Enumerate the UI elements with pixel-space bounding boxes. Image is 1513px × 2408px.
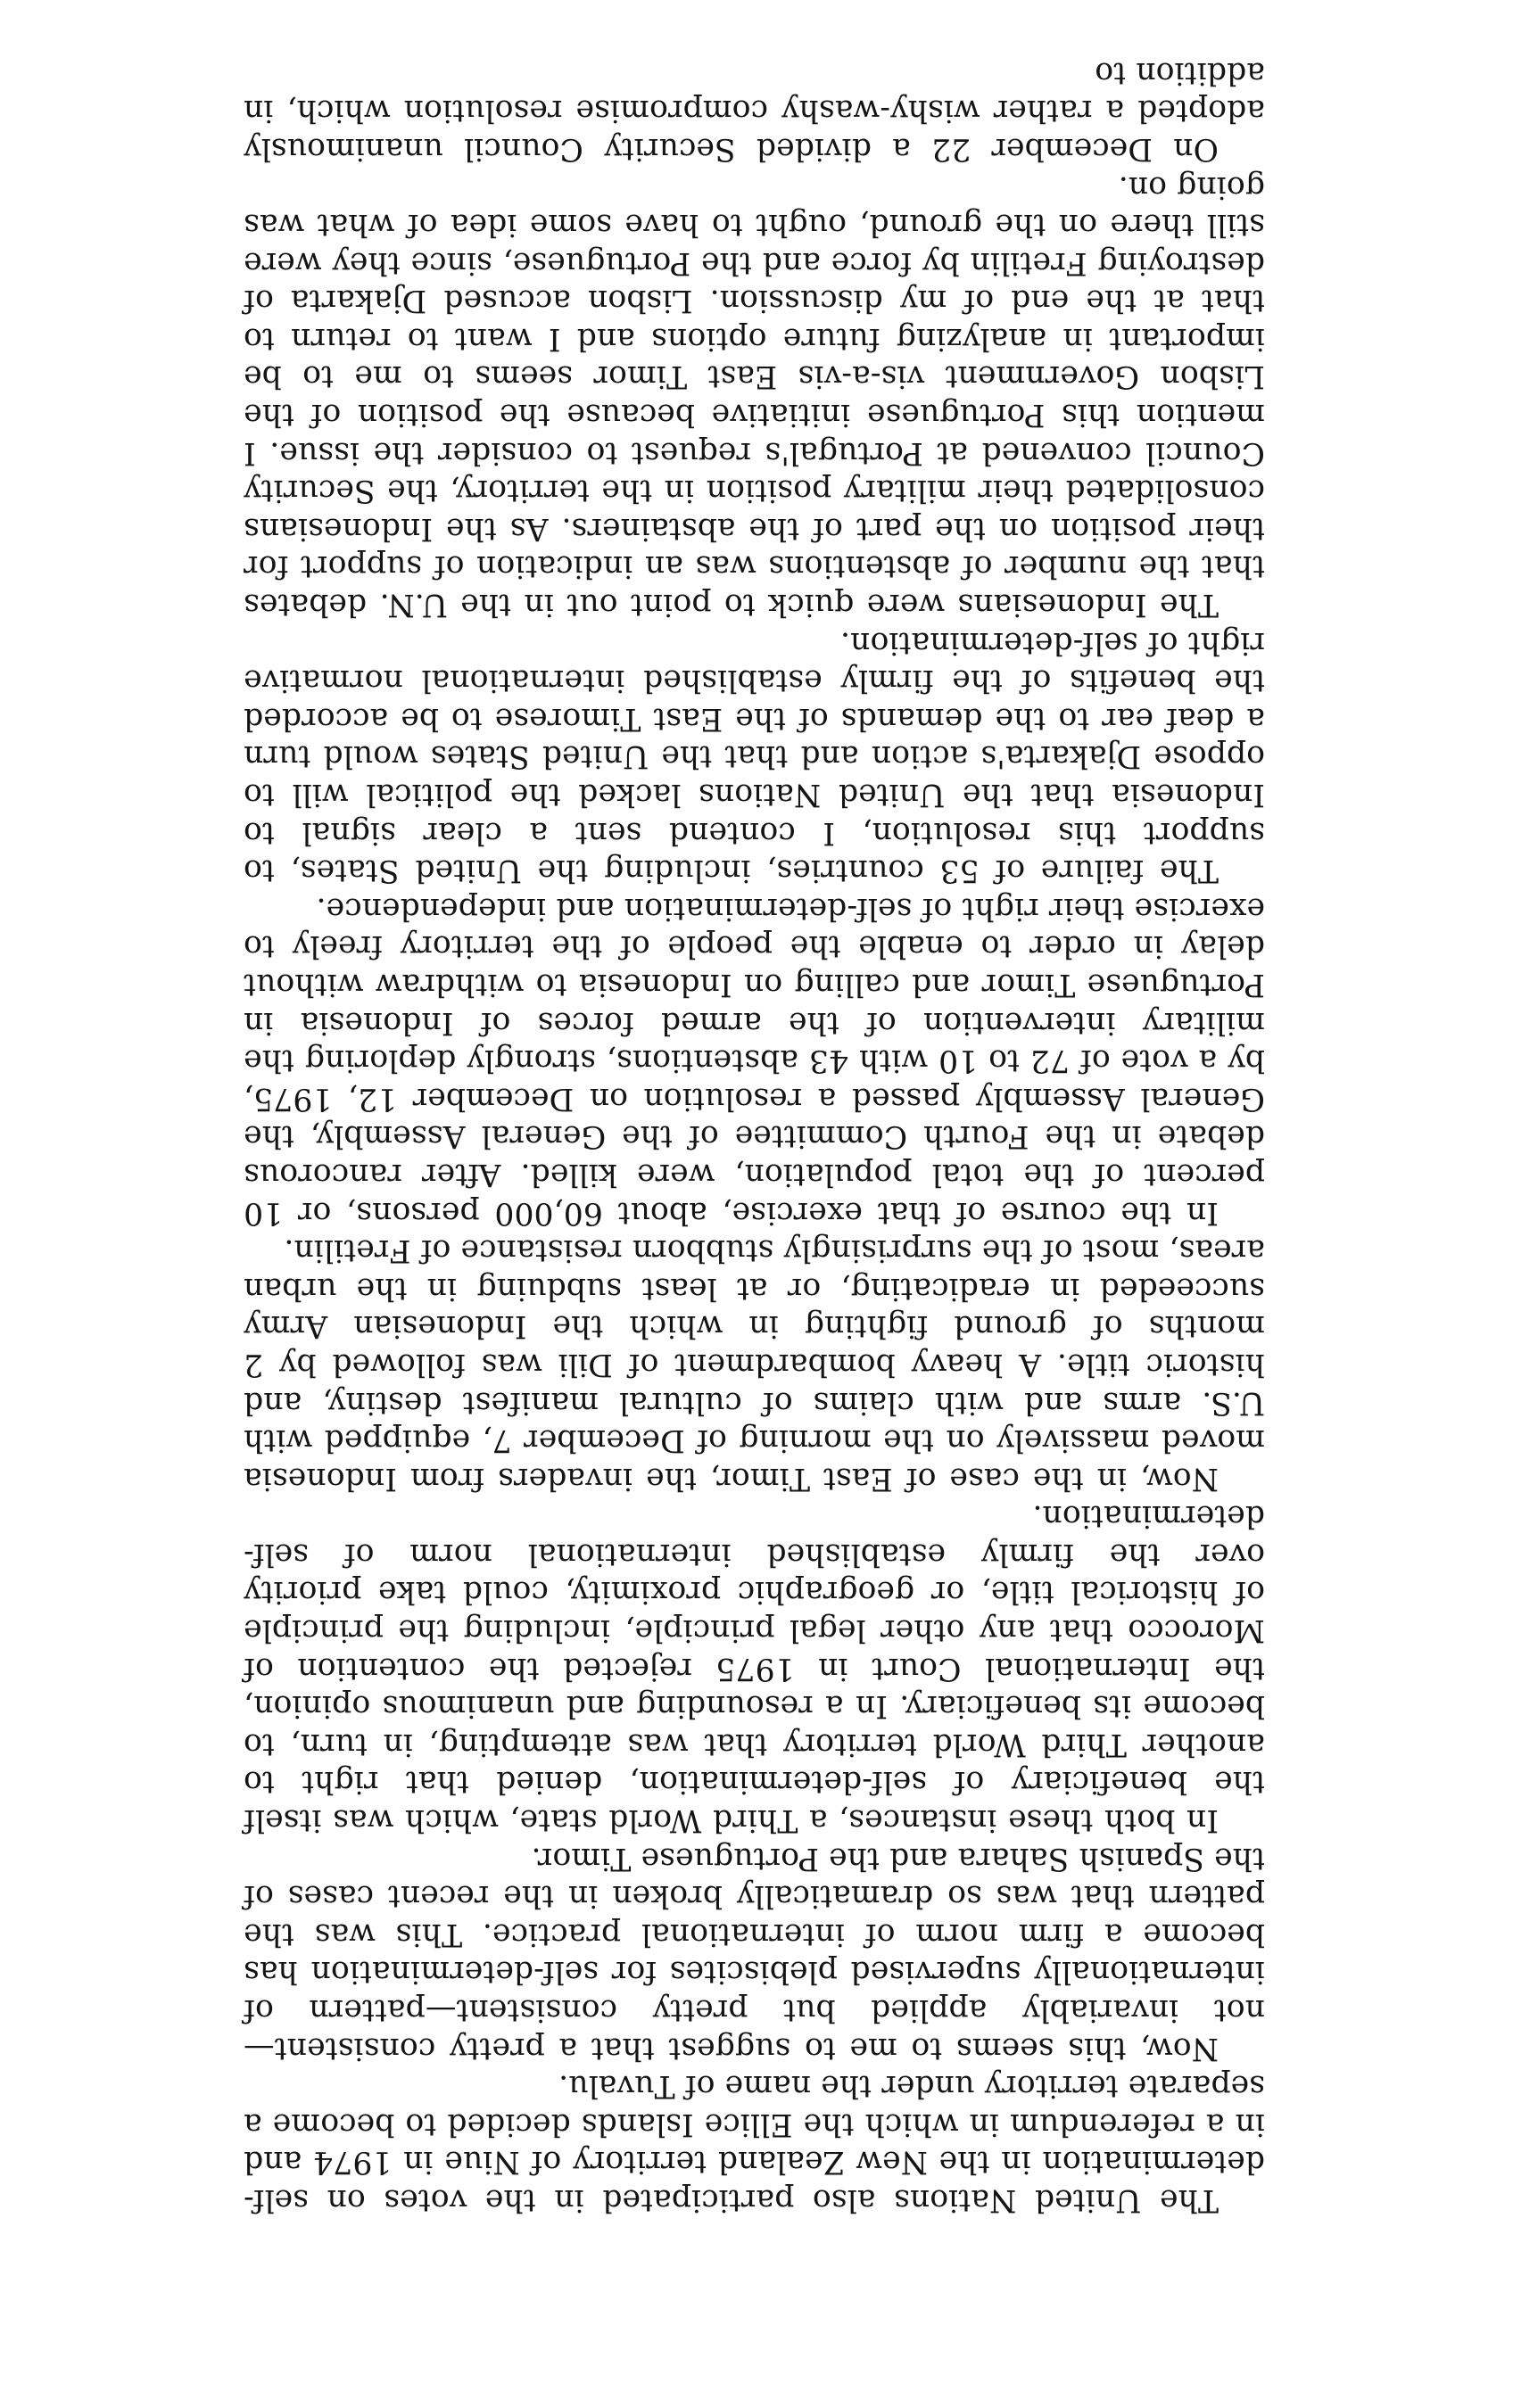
paragraph: The Indonesians were quick to point out in the U.N. debates that the number of abstentions was an indication of support for their position on the part of the abstainers. As the Indonesians consolidated their military position in the territory, the Security Council convened at Portugal's request to consider the issue. I mention this Portuguese initiative because the position of the Lisbon Government vis-a-vis East Timor seems to me to be important in analyzing future options and I want to return to that at the end of my discussion. Lisbon accused Djakarta of destroying Fretilin by force and the Portuguese, since they were still there on the ground, ought to have some idea of what was going on.	[244, 169, 1265, 623]
paragraph: The United Nations also participated in the votes on self-determination in the New Zealand territory of Niue in 1974 and in a referendum in which the Ellice Islands decided to become a separate territory under the name of Tuvalu.	[244, 2068, 1265, 2218]
body-text	[244, 54, 1265, 2219]
paragraph: The failure of 53 countries, including the United States, to support this resolution, I contend sent a clear signal to Indonesia that the United Nations lacked the political will to oppose Djakarta's action and that the United States would turn a deaf ear to the demands of the East Timorese to be accorded the benefits of the firmly established international normative right of self-determination.	[244, 624, 1265, 889]
paragraph: On December 22 a divided Security Council unanimously adopted a rather wishy-washy compromise resolution which, in addition to	[244, 54, 1265, 167]
paragraph: Now, in the case of East Timor, the invaders from Indonesia moved massively on the morning of December 7, equipped with U.S. arms and with claims of cultural manifest destiny, and historic title. A heavy bombardment of Dili was followed by 2 months of ground fighting in which the Indonesian Army succeeded in eradicating, or at least subduing in the urban areas, most of the surprisingly stubborn resistance of Fretilin.	[244, 1233, 1265, 1497]
paragraph: In both these instances, a Third World state, which was itself the beneficiary of self-determination, denied that right to another Third World territory that was attempting, in turn, to become its beneficiary. In a resounding and unanimous opinion, the International Court in 1975 rejected the contention of Morocco that any other legal principle, including the principle of historical title, or geographic proximity, could take priority over the firmly established international norm of self-determination.	[244, 1498, 1265, 1839]
paragraph: Now, this seems to me to suggest that a pretty consistent—not invariably applied but pretty consistent—pattern of internationally supervised plebiscites for self-determination has become a firm norm of international practice. This was the pattern that was so dramatically broken in the recent cases of the Spanish Sahara and the Portuguese Timor.	[244, 1840, 1265, 2066]
paragraph: In the course of that exercise, about 60,000 persons, or 10 percent of the total population, were killed. After rancorous debate in the Fourth Committee of the General Assembly, the General Assembly passed a resolution on December 12, 1975, by a vote of 72 to 10 with 43 abstentions, strongly deploring the military intervention of the armed forces of Indonesia in Portuguese Timor and calling on Indonesia to withdraw without delay in order to enable the people of the territory freely to exercise their right of self-determination and independence.	[244, 890, 1265, 1231]
